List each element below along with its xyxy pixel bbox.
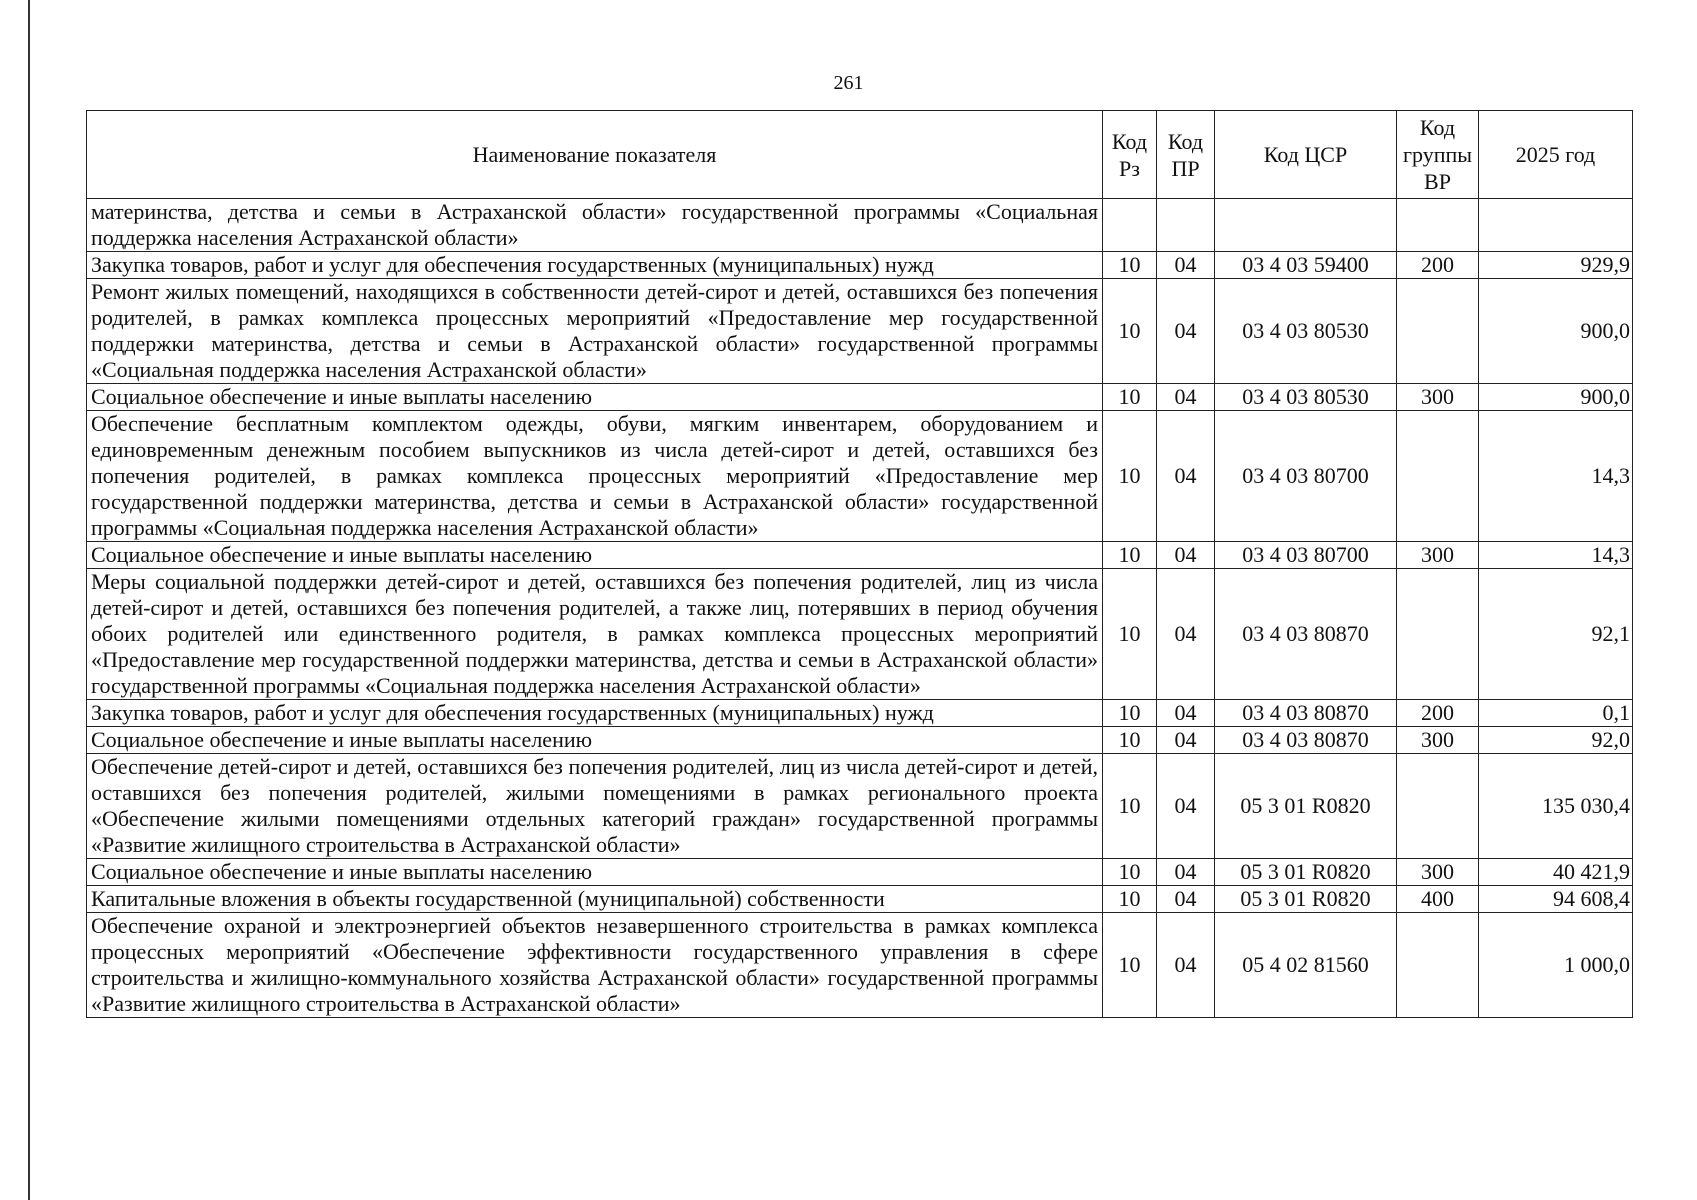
row-name: материнства, детства и семьи в Астраханской области» государственной программы «Социальная поддержка населения Астраханской области» (87, 199, 1103, 252)
table-row (87, 252, 1633, 279)
header-csr: Код ЦСР (1215, 111, 1397, 199)
row-name: Капитальные вложения в объекты государственной (муниципальной) собственности (87, 886, 1103, 913)
table-row (87, 754, 1633, 859)
row-name: Социальное обеспечение и иные выплаты населению (87, 542, 1103, 569)
row-pr (1157, 199, 1215, 252)
header-pr: Код ПР (1157, 111, 1215, 199)
row-rz: 10 (1103, 411, 1157, 542)
row-amount: 1 000,0 (1479, 913, 1633, 1018)
table-row (87, 411, 1633, 542)
page-number: 261 (833, 72, 864, 94)
row-amount: 92,1 (1479, 569, 1633, 700)
row-name: Обеспечение бесплатным комплектом одежды, обуви, мягким инвентарем, оборудованием и единовременным денежным пособием выпускников из числа детей-сирот и детей, оставшихся без попечения родителей, в рамках комплекса процессных мероприятий «Предоставление мер государственной поддержки материнства, детства и семьи в Астраханской области» государственной программы «Социальная поддержка населения Астраханской области» (87, 411, 1103, 542)
row-amount: 135 030,4 (1479, 754, 1633, 859)
row-rz: 10 (1103, 913, 1157, 1018)
row-name: Социальное обеспечение и иные выплаты населению (87, 384, 1103, 411)
row-csr: 03 4 03 80530 (1215, 384, 1397, 411)
table-row (87, 859, 1633, 886)
row-pr: 04 (1157, 754, 1215, 859)
row-pr: 04 (1157, 886, 1215, 913)
row-rz: 10 (1103, 384, 1157, 411)
table-row (87, 279, 1633, 384)
table-row (87, 569, 1633, 700)
row-csr: 03 4 03 59400 (1215, 252, 1397, 279)
table-row (87, 913, 1633, 1018)
row-vr: 300 (1397, 542, 1479, 569)
row-pr: 04 (1157, 411, 1215, 542)
row-csr: 03 4 03 80700 (1215, 411, 1397, 542)
row-amount: 40 421,9 (1479, 859, 1633, 886)
row-rz: 10 (1103, 569, 1157, 700)
row-vr (1397, 411, 1479, 542)
row-name: Обеспечение детей-сирот и детей, оставшихся без попечения родителей, лиц из числа детей-сирот и детей, оставшихся без попечения родителей, жилыми помещениями в рамках регионального проекта «Обеспечение жилыми помещениями отдельных категорий граждан» государственной программы «Развитие жилищного строительства в Астраханской области» (87, 754, 1103, 859)
table-row (87, 199, 1633, 252)
table-header-row (87, 111, 1633, 199)
row-name: Меры социальной поддержки детей-сирот и детей, оставшихся без попечения родителей, лиц из числа детей-сирот и детей, оставшихся без попечения родителей, а также лиц, потерявших в период обучения обоих родителей или единственного родителя, в рамках комплекса процессных мероприятий «Предоставление мер государственной поддержки материнства, детства и семьи в Астраханской области» государственной программы «Социальная поддержка населения Астраханской области» (87, 569, 1103, 700)
row-rz: 10 (1103, 727, 1157, 754)
row-amount: 929,9 (1479, 252, 1633, 279)
row-amount: 0,1 (1479, 700, 1633, 727)
row-pr: 04 (1157, 279, 1215, 384)
row-amount: 92,0 (1479, 727, 1633, 754)
row-amount: 14,3 (1479, 542, 1633, 569)
table-row (87, 727, 1633, 754)
row-pr: 04 (1157, 384, 1215, 411)
row-rz: 10 (1103, 859, 1157, 886)
header-name: Наименование показателя (87, 111, 1103, 199)
row-rz: 10 (1103, 886, 1157, 913)
row-name: Обеспечение охраной и электроэнергией объектов незавершенного строительства в рамках комплекса процессных мероприятий «Обеспечение эффективности государственного управления в сфере строительства и жилищно-коммунального хозяйства Астраханской области» государственной программы «Развитие жилищного строительства в Астраханской области» (87, 913, 1103, 1018)
header-vr: Код группы ВР (1397, 111, 1479, 199)
budget-table (86, 110, 1633, 1018)
row-csr: 05 4 02 81560 (1215, 913, 1397, 1018)
row-name: Закупка товаров, работ и услуг для обеспечения государственных (муниципальных) нужд (87, 252, 1103, 279)
binding-line (28, 0, 30, 1200)
row-vr: 200 (1397, 700, 1479, 727)
row-amount (1479, 199, 1633, 252)
row-vr (1397, 913, 1479, 1018)
row-amount: 14,3 (1479, 411, 1633, 542)
row-csr: 03 4 03 80870 (1215, 700, 1397, 727)
row-amount: 900,0 (1479, 384, 1633, 411)
row-name: Ремонт жилых помещений, находящихся в собственности детей-сирот и детей, оставшихся без попечения родителей, в рамках комплекса процессных мероприятий «Предоставление мер государственной поддержки материнства, детства и семьи в Астраханской области» государственной программы «Социальная поддержка населения Астраханской области» (87, 279, 1103, 384)
table-row (87, 886, 1633, 913)
row-name: Социальное обеспечение и иные выплаты населению (87, 859, 1103, 886)
header-rz: Код Рз (1103, 111, 1157, 199)
row-vr: 300 (1397, 384, 1479, 411)
row-pr: 04 (1157, 569, 1215, 700)
row-csr: 05 3 01 R0820 (1215, 754, 1397, 859)
row-rz (1103, 199, 1157, 252)
row-pr: 04 (1157, 542, 1215, 569)
row-csr: 03 4 03 80870 (1215, 727, 1397, 754)
row-vr: 400 (1397, 886, 1479, 913)
row-csr: 05 3 01 R0820 (1215, 859, 1397, 886)
row-vr (1397, 569, 1479, 700)
row-pr: 04 (1157, 859, 1215, 886)
row-rz: 10 (1103, 279, 1157, 384)
row-rz: 10 (1103, 700, 1157, 727)
row-pr: 04 (1157, 700, 1215, 727)
row-vr (1397, 279, 1479, 384)
table-row (87, 384, 1633, 411)
row-vr (1397, 199, 1479, 252)
row-vr (1397, 754, 1479, 859)
row-amount: 900,0 (1479, 279, 1633, 384)
row-csr: 03 4 03 80700 (1215, 542, 1397, 569)
row-name: Закупка товаров, работ и услуг для обеспечения государственных (муниципальных) нужд (87, 700, 1103, 727)
row-csr (1215, 199, 1397, 252)
row-csr: 05 3 01 R0820 (1215, 886, 1397, 913)
table-row (87, 542, 1633, 569)
row-rz: 10 (1103, 754, 1157, 859)
row-pr: 04 (1157, 252, 1215, 279)
row-csr: 03 4 03 80870 (1215, 569, 1397, 700)
row-pr: 04 (1157, 913, 1215, 1018)
row-rz: 10 (1103, 252, 1157, 279)
header-year: 2025 год (1479, 111, 1633, 199)
row-vr: 300 (1397, 859, 1479, 886)
row-rz: 10 (1103, 542, 1157, 569)
table-row (87, 700, 1633, 727)
row-name: Социальное обеспечение и иные выплаты населению (87, 727, 1103, 754)
row-vr: 200 (1397, 252, 1479, 279)
row-amount: 94 608,4 (1479, 886, 1633, 913)
row-csr: 03 4 03 80530 (1215, 279, 1397, 384)
row-vr: 300 (1397, 727, 1479, 754)
row-pr: 04 (1157, 727, 1215, 754)
